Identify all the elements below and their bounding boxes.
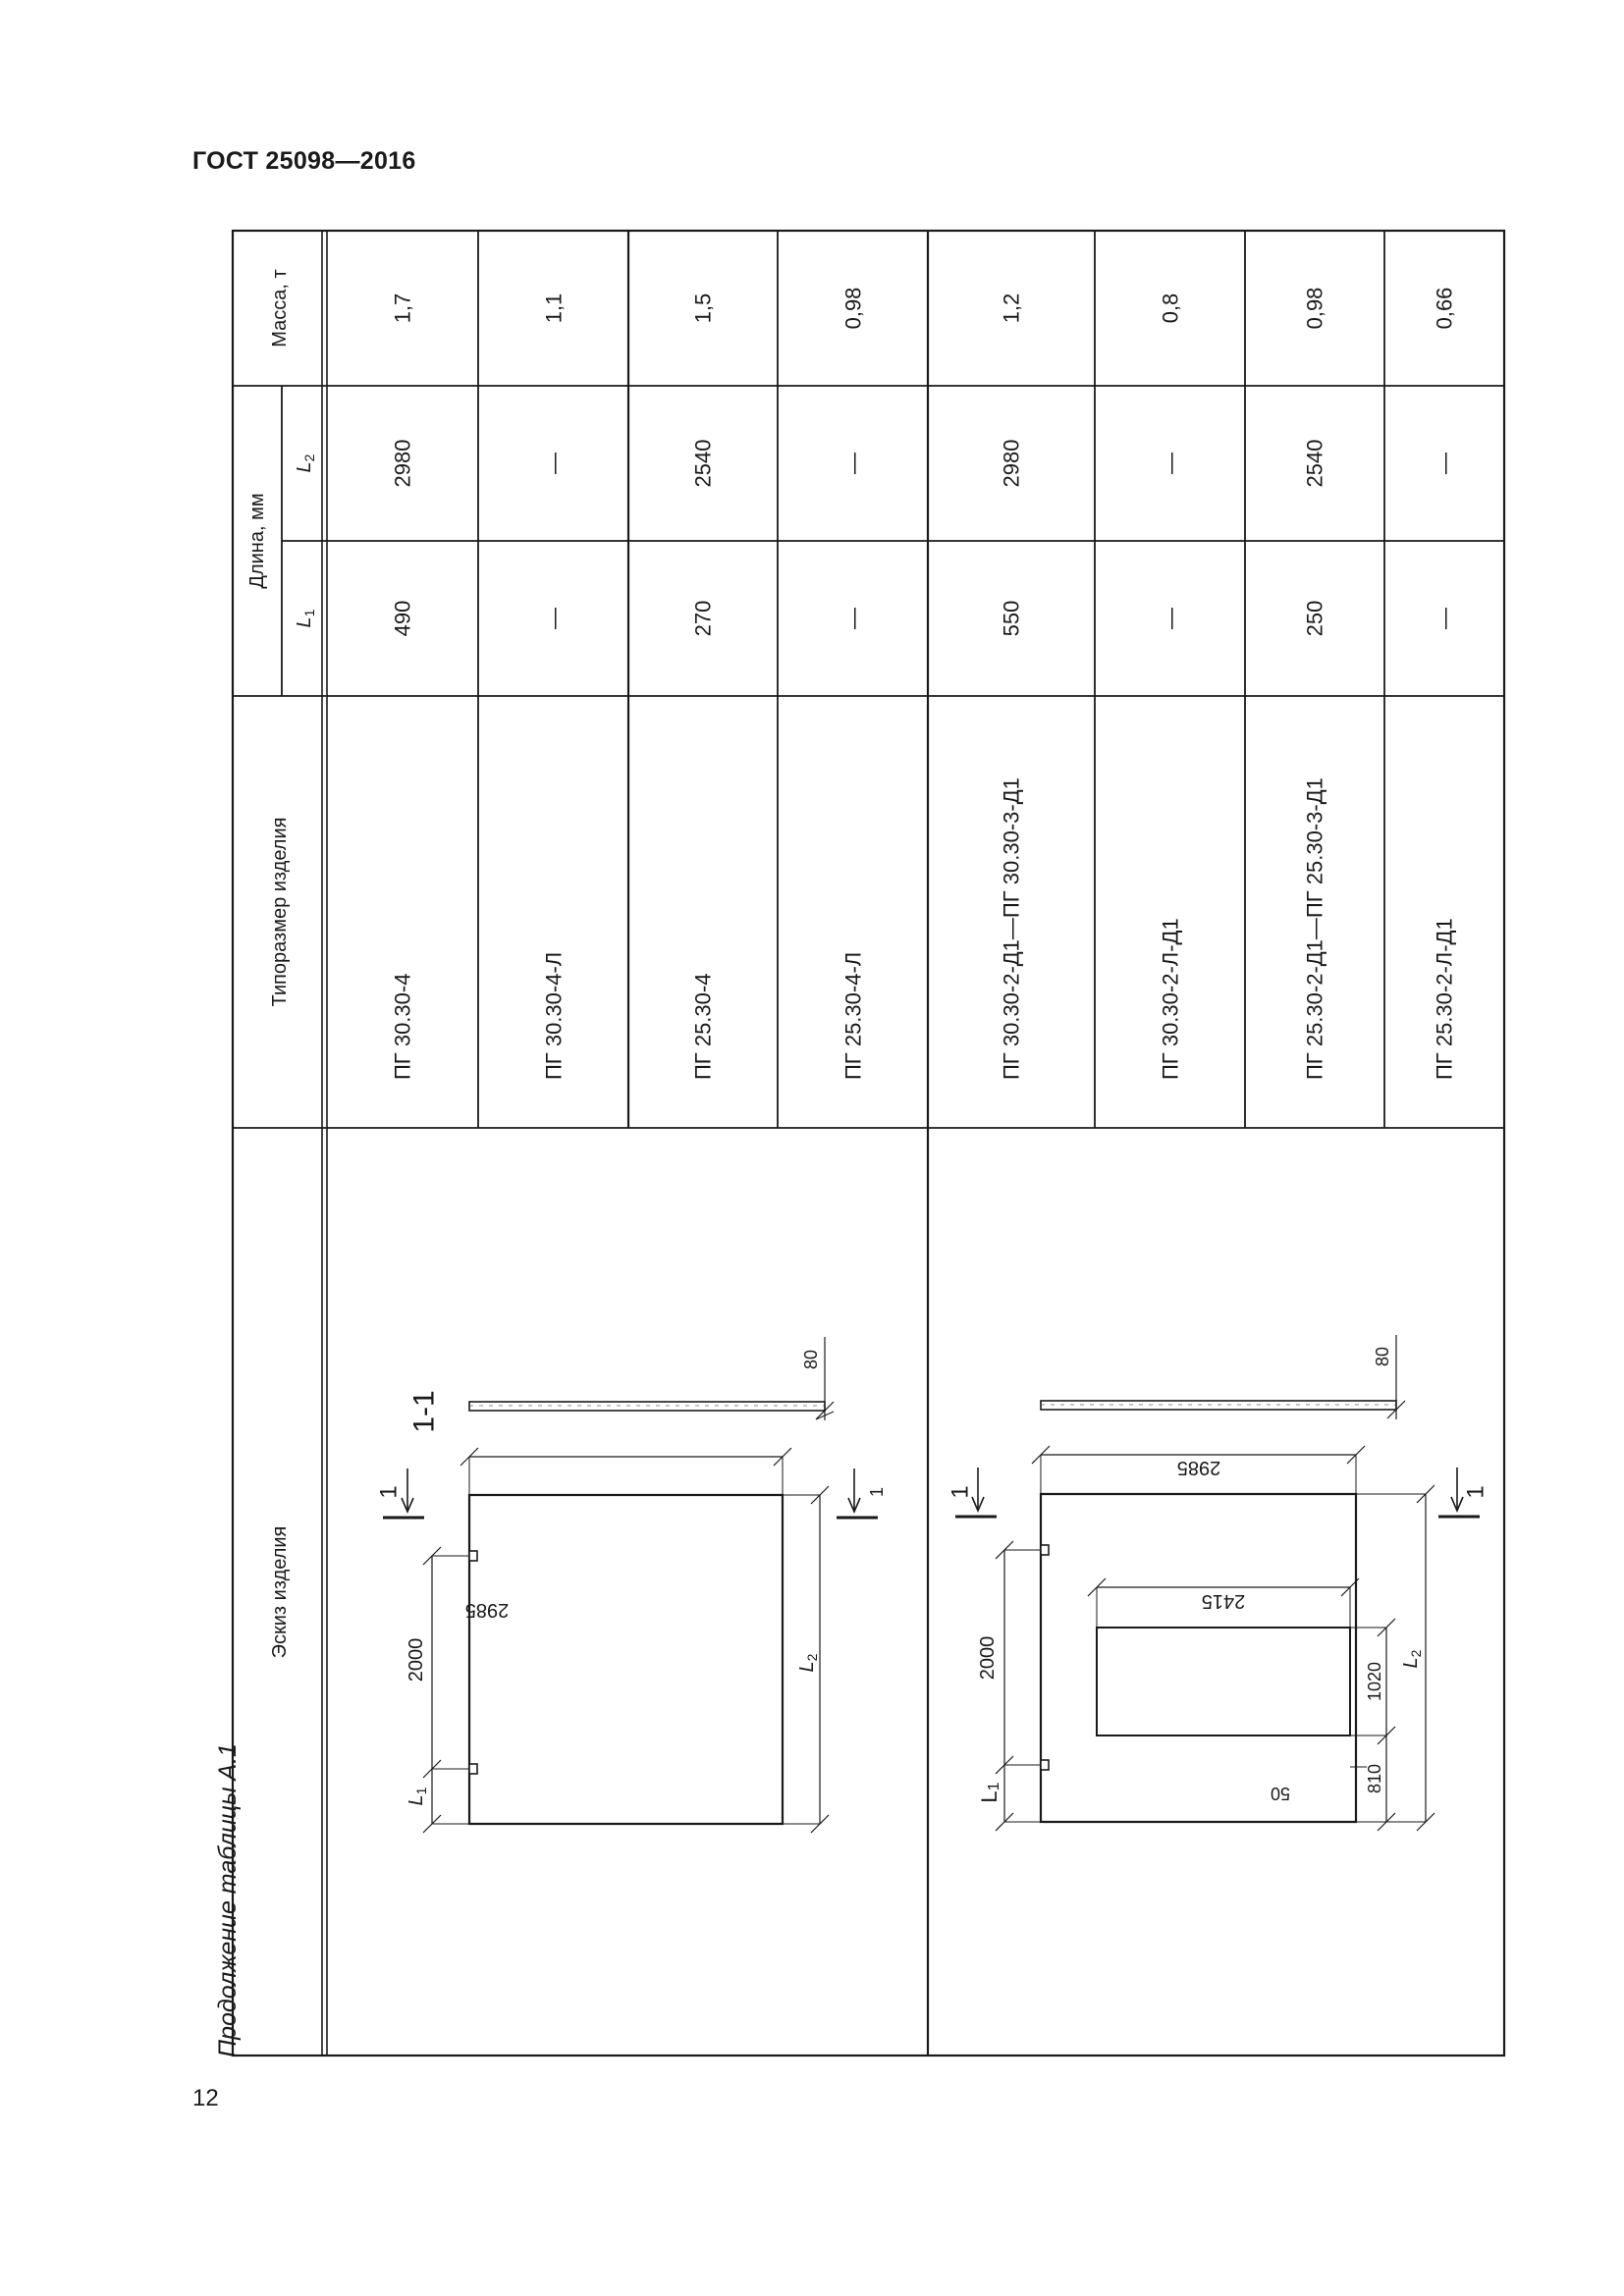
- row-mass: 1,1: [541, 293, 567, 324]
- row-l1: —: [1158, 608, 1183, 629]
- row-l1: 550: [999, 600, 1024, 637]
- row-l2: 2980: [999, 439, 1024, 488]
- row-mass: 0,98: [1302, 287, 1327, 330]
- table-row: [542, 294, 567, 1080]
- sketch1-l1-letter: L: [406, 1794, 427, 1806]
- svg-text:L1: [406, 1787, 429, 1805]
- sketch1-dim-width: 2985: [464, 1599, 510, 1621]
- row-l1: —: [541, 608, 567, 629]
- sketch1-dim-height: 2000: [406, 1637, 427, 1682]
- row-l2: 2980: [390, 439, 415, 488]
- row-l2: —: [541, 453, 567, 474]
- svg-text:L1: [294, 609, 317, 627]
- row-mass: 0,66: [1432, 287, 1457, 330]
- row-type: ПГ 30.30-4-Л: [541, 951, 567, 1080]
- sketch-panel-solid: [383, 1337, 878, 1833]
- sketch2-dim-opening-height: 1020: [1365, 1661, 1384, 1702]
- header-length: Длина, мм: [246, 493, 268, 589]
- row-mass: 0,98: [840, 287, 866, 330]
- row-type: ПГ 25.30-4-Л: [840, 951, 866, 1080]
- header-l1: [294, 609, 317, 627]
- row-l1: 250: [1302, 600, 1327, 637]
- sketch2-dim-offset-side: 50: [1270, 1784, 1291, 1803]
- row-l2: —: [1158, 453, 1183, 474]
- svg-text:L2: [294, 454, 317, 472]
- sketch2-dim-opening-width: 2415: [1201, 1590, 1246, 1612]
- table-row: [391, 294, 415, 1080]
- row-mass: 1,7: [390, 293, 415, 324]
- svg-text:L2: [1400, 1649, 1424, 1668]
- row-mass: 1,5: [690, 293, 716, 324]
- sketch2-dim-l1: [977, 1782, 1002, 1802]
- sketch1-dim-l2: [796, 1653, 820, 1672]
- row-type: ПГ 25.30-2-Д1—ПГ 25.30-3-Д1: [1302, 777, 1327, 1080]
- table-row: [841, 288, 866, 1080]
- sketch2-l1-letter: L: [976, 1790, 1001, 1803]
- table-row: [691, 294, 716, 1080]
- document-header: ГОСТ 25098—2016: [192, 147, 416, 175]
- svg-text:L1: [977, 1782, 1002, 1802]
- header-mass: Масса, т: [269, 269, 291, 347]
- row-mass: 0,8: [1158, 293, 1183, 324]
- sketch-panel-door: [955, 1335, 1480, 1831]
- svg-text:L2: [796, 1653, 820, 1672]
- sketch2-l2-sub: 2: [1408, 1649, 1424, 1658]
- sketch2-dim-thickness: 80: [1373, 1346, 1392, 1367]
- header-l2-letter: L: [294, 461, 315, 473]
- row-type: ПГ 30.30-2-Л-Д1: [1158, 918, 1183, 1080]
- table-row: [1159, 294, 1183, 1080]
- sketch1-l2-sub: 2: [804, 1653, 820, 1662]
- row-type: ПГ 25.30-4: [690, 973, 716, 1080]
- sketch1-l1-sub: 1: [413, 1787, 429, 1795]
- header-l1-sub: 1: [301, 609, 317, 617]
- sketch2-l2-letter: L: [1400, 1657, 1422, 1669]
- sketch1-section-label: 1-1: [407, 1390, 441, 1433]
- sketch1-l2-letter: L: [796, 1661, 818, 1673]
- page-number: 12: [192, 2085, 219, 2111]
- header-type: Типоразмер изделия: [269, 817, 291, 1007]
- table-caption: Продолжение таблицы А.1: [214, 1743, 242, 2057]
- row-l1: 490: [390, 600, 415, 637]
- row-type: ПГ 30.30-4: [390, 973, 415, 1080]
- sketch1-cut-mark-left: 1: [375, 1485, 403, 1499]
- header-l1-letter: L: [294, 616, 315, 628]
- header-l2-sub: 2: [301, 454, 317, 462]
- sketch2-dim-offset-bottom: 810: [1365, 1763, 1384, 1794]
- table-row: [1000, 294, 1024, 1080]
- row-type: ПГ 30.30-2-Д1—ПГ 30.30-3-Д1: [999, 777, 1024, 1080]
- header-sketch: Эскиз изделия: [269, 1525, 291, 1659]
- row-l1: 270: [690, 600, 716, 637]
- sketch2-dim-width: 2985: [1176, 1457, 1221, 1478]
- row-l2: —: [1432, 453, 1457, 474]
- row-l1: —: [1432, 608, 1457, 629]
- sketch1-dim-l1: [406, 1787, 429, 1805]
- table-row: [1303, 288, 1327, 1080]
- table-grid: [233, 231, 1504, 2056]
- row-l2: 2540: [1302, 439, 1327, 488]
- row-l2: 2540: [690, 439, 716, 488]
- sketch1-dim-thickness: 80: [801, 1349, 821, 1370]
- row-l1: —: [840, 608, 866, 629]
- sketch2-cut-mark-right: 1: [1462, 1485, 1489, 1499]
- sketch1-cut-mark-right: 1: [867, 1486, 887, 1498]
- sketch2-l1-sub: 1: [985, 1782, 1002, 1791]
- sketch2-dim-l2: [1400, 1649, 1424, 1668]
- header-l2: [294, 454, 317, 472]
- row-mass: 1,2: [999, 293, 1024, 324]
- sketch2-dim-height: 2000: [977, 1635, 999, 1681]
- row-type: ПГ 25.30-2-Л-Д1: [1432, 918, 1457, 1080]
- row-l2: —: [840, 453, 866, 474]
- table-row: [1433, 288, 1457, 1080]
- sketch2-cut-mark-left: 1: [947, 1485, 974, 1499]
